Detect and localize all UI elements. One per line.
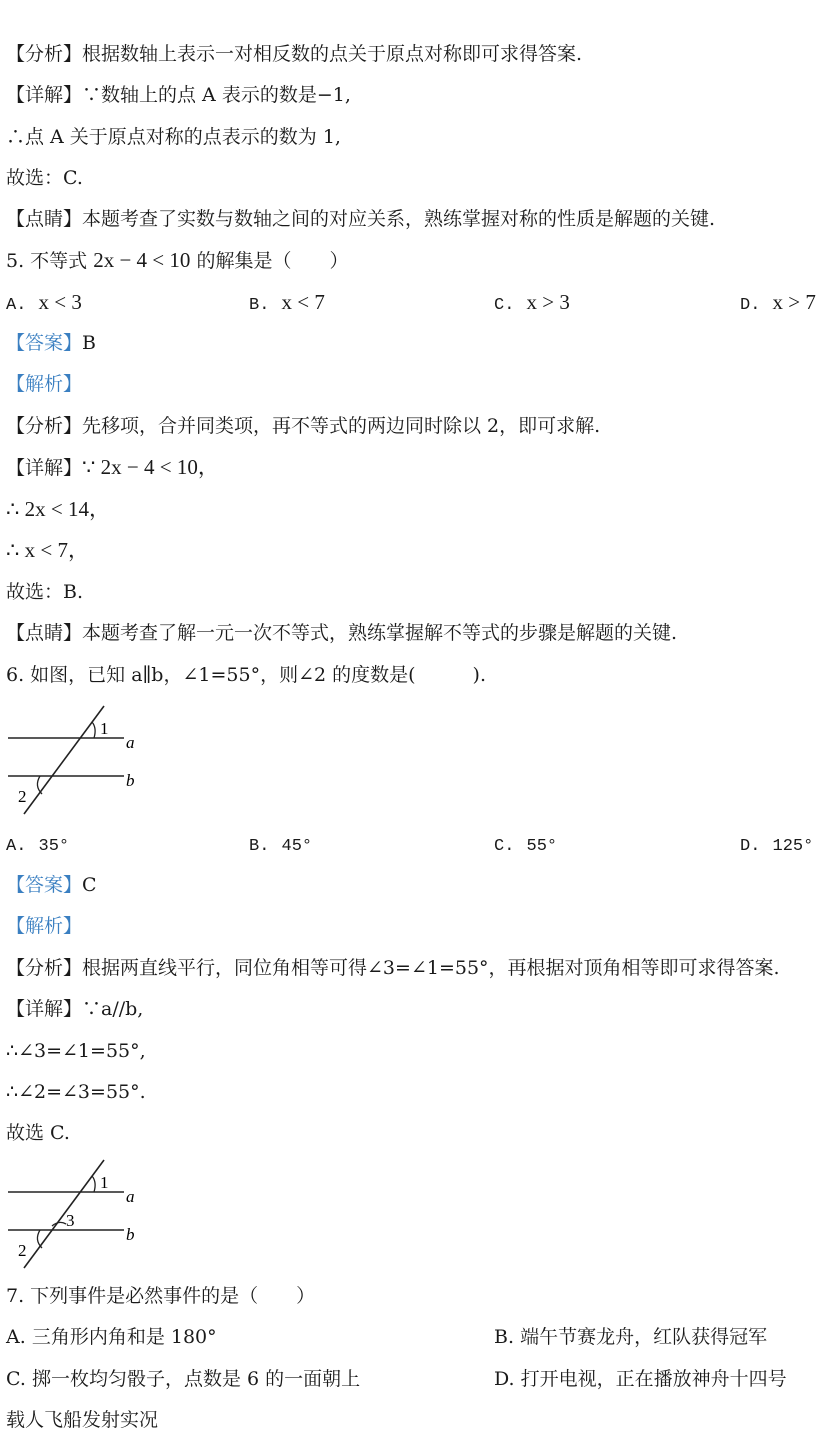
- angle3-arc: [52, 1222, 66, 1226]
- q6-answer-value: C: [82, 874, 97, 896]
- q5-explain-label: 【解析】: [6, 373, 83, 395]
- q6-figure: [4, 700, 154, 820]
- angle3-label: 3: [66, 1211, 75, 1230]
- q4-detail-2: ∴点 A 关于原点对称的点表示的数为 1,: [6, 126, 341, 148]
- q5-answer-value: B: [82, 332, 96, 354]
- angle1-label: 1: [100, 719, 109, 738]
- q7-option-a-value: 三角形内角和是 180°: [31, 1326, 217, 1348]
- q5-analysis: [6, 413, 600, 439]
- q6-solution-figure: [4, 1154, 154, 1274]
- q4-analysis: [6, 41, 582, 67]
- q7-option-d-continued: 载人飞船发射实况: [6, 1409, 159, 1431]
- q7-option-b-value: 端午节赛龙舟，红队获得冠军: [520, 1326, 768, 1348]
- q4-detail: [6, 82, 351, 108]
- q7-option-c: [6, 1366, 360, 1392]
- line-a-label: a: [126, 733, 135, 752]
- q5-choice: 故选：B.: [6, 581, 84, 603]
- q6-option-c: [494, 831, 557, 860]
- q5-answer-label: 【答案】: [6, 332, 83, 354]
- q6-option-a-value: 35°: [38, 837, 70, 856]
- angle1-arc: [92, 1176, 95, 1192]
- q6-detail-step-3: ∴∠2=∠3=55°.: [6, 1081, 146, 1103]
- q5-analysis-text: 先移项，合并同类项，再不等式的两边同时除以 2，即可求解.: [82, 415, 601, 437]
- q6-option-a-label: A.: [6, 837, 27, 856]
- q5-option-a: [6, 289, 82, 319]
- q7-option-c-label: C.: [6, 1368, 26, 1390]
- q5-stem-suffix: 的解集是（ ）: [190, 250, 349, 272]
- q7-option-d-label: D.: [494, 1368, 515, 1390]
- q5-option-d-value: x > 7: [772, 290, 816, 314]
- q5-option-a-label: A.: [6, 296, 27, 315]
- line-b-label: b: [126, 1225, 135, 1244]
- angle2-label: 2: [18, 1241, 27, 1260]
- q6-choice: 故选 C.: [6, 1122, 70, 1144]
- q5-detail-step-2: ∴ 2x < 14，: [6, 497, 110, 521]
- q6-option-b: [249, 831, 312, 860]
- q7-option-b-label: B.: [494, 1326, 515, 1348]
- q6-option-a: [6, 831, 69, 860]
- angle1-arc: [92, 722, 95, 738]
- q6-stem: 6. 如图，已知 a∥b，∠1=55°，则∠2 的度数是( ).: [6, 664, 486, 686]
- q6-detail: [6, 996, 143, 1022]
- q7-option-d-value: 打开电视，正在播放神舟十四号: [520, 1368, 787, 1390]
- q6-detail-step-1: ∵a//b,: [82, 998, 144, 1020]
- angle1-label: 1: [100, 1173, 109, 1192]
- q6-option-b-value: 45°: [281, 837, 313, 856]
- q5-option-b-label: B.: [249, 296, 270, 315]
- q5-detail-label: 【详解】: [6, 457, 83, 479]
- q5-stem: [6, 247, 348, 274]
- q5-option-c: [494, 289, 570, 319]
- q4-choice: 故选：C.: [6, 167, 83, 189]
- q5-option-d-label: D.: [740, 296, 761, 315]
- q5-option-b-value: x < 7: [281, 290, 325, 314]
- q4-detail-label: 【详解】: [6, 84, 83, 106]
- q6-option-d-value: 125°: [772, 837, 814, 856]
- q6-option-d-label: D.: [740, 837, 761, 856]
- q5-detail-step-3: ∴ x < 7，: [6, 538, 89, 562]
- q6-detail-label: 【详解】: [6, 998, 83, 1020]
- q5-option-d: [740, 289, 816, 319]
- q6-analysis: [6, 955, 780, 981]
- q4-comment: [6, 206, 715, 232]
- q5-stem-prefix: 5. 不等式: [6, 250, 94, 272]
- q5-answer: [6, 330, 96, 356]
- q6-answer: [6, 872, 97, 898]
- line-b-label: b: [126, 771, 135, 790]
- q5-option-a-value: x < 3: [38, 290, 82, 314]
- q6-analysis-label: 【分析】: [6, 957, 83, 979]
- q5-detail: [6, 454, 219, 481]
- q6-detail-step-2: ∴∠3=∠1=55°,: [6, 1040, 146, 1062]
- q7-option-a-label: A.: [6, 1326, 26, 1348]
- q7-option-d: [494, 1366, 787, 1392]
- q5-stem-math: 2x − 4 < 10: [93, 248, 191, 272]
- q7-option-a: [6, 1324, 217, 1350]
- q7-option-c-value: 掷一枚均匀骰子，点数是 6 的一面朝上: [31, 1368, 361, 1390]
- q5-analysis-label: 【分析】: [6, 415, 83, 437]
- q4-analysis-text: 根据数轴上表示一对相反数的点关于原点对称即可求得答案.: [82, 43, 583, 65]
- q6-option-d: [740, 831, 813, 860]
- q4-comment-text: 本题考查了实数与数轴之间的对应关系，熟练掌握对称的性质是解题的关键.: [82, 208, 716, 230]
- q5-comment: [6, 620, 677, 646]
- q6-explain-label: 【解析】: [6, 915, 83, 937]
- q6-option-b-label: B.: [249, 837, 270, 856]
- q6-analysis-text: 根据两直线平行，同位角相等可得∠3=∠1=55°，再根据对顶角相等即可求得答案.: [82, 957, 780, 979]
- line-a-label: a: [126, 1187, 135, 1206]
- q7-option-b: [494, 1324, 767, 1350]
- q5-option-b: [249, 289, 325, 319]
- q4-detail-text-1: ∵数轴上的点 A 表示的数是−1,: [82, 84, 351, 106]
- q5-comment-label: 【点睛】: [6, 622, 83, 644]
- q5-comment-text: 本题考查了解一元一次不等式，熟练掌握解不等式的步骤是解题的关键.: [82, 622, 678, 644]
- q7-stem: 7. 下列事件是必然事件的是（ ）: [6, 1285, 316, 1307]
- q4-comment-label: 【点睛】: [6, 208, 83, 230]
- q5-detail-step-1: ∵ 2x − 4 < 10，: [82, 455, 219, 479]
- q6-option-c-label: C.: [494, 837, 515, 856]
- q4-analysis-label: 【分析】: [6, 43, 83, 65]
- q6-answer-label: 【答案】: [6, 874, 83, 896]
- q5-option-c-value: x > 3: [526, 290, 570, 314]
- angle2-label: 2: [18, 787, 27, 806]
- q6-option-c-value: 55°: [526, 837, 558, 856]
- q5-option-c-label: C.: [494, 296, 515, 315]
